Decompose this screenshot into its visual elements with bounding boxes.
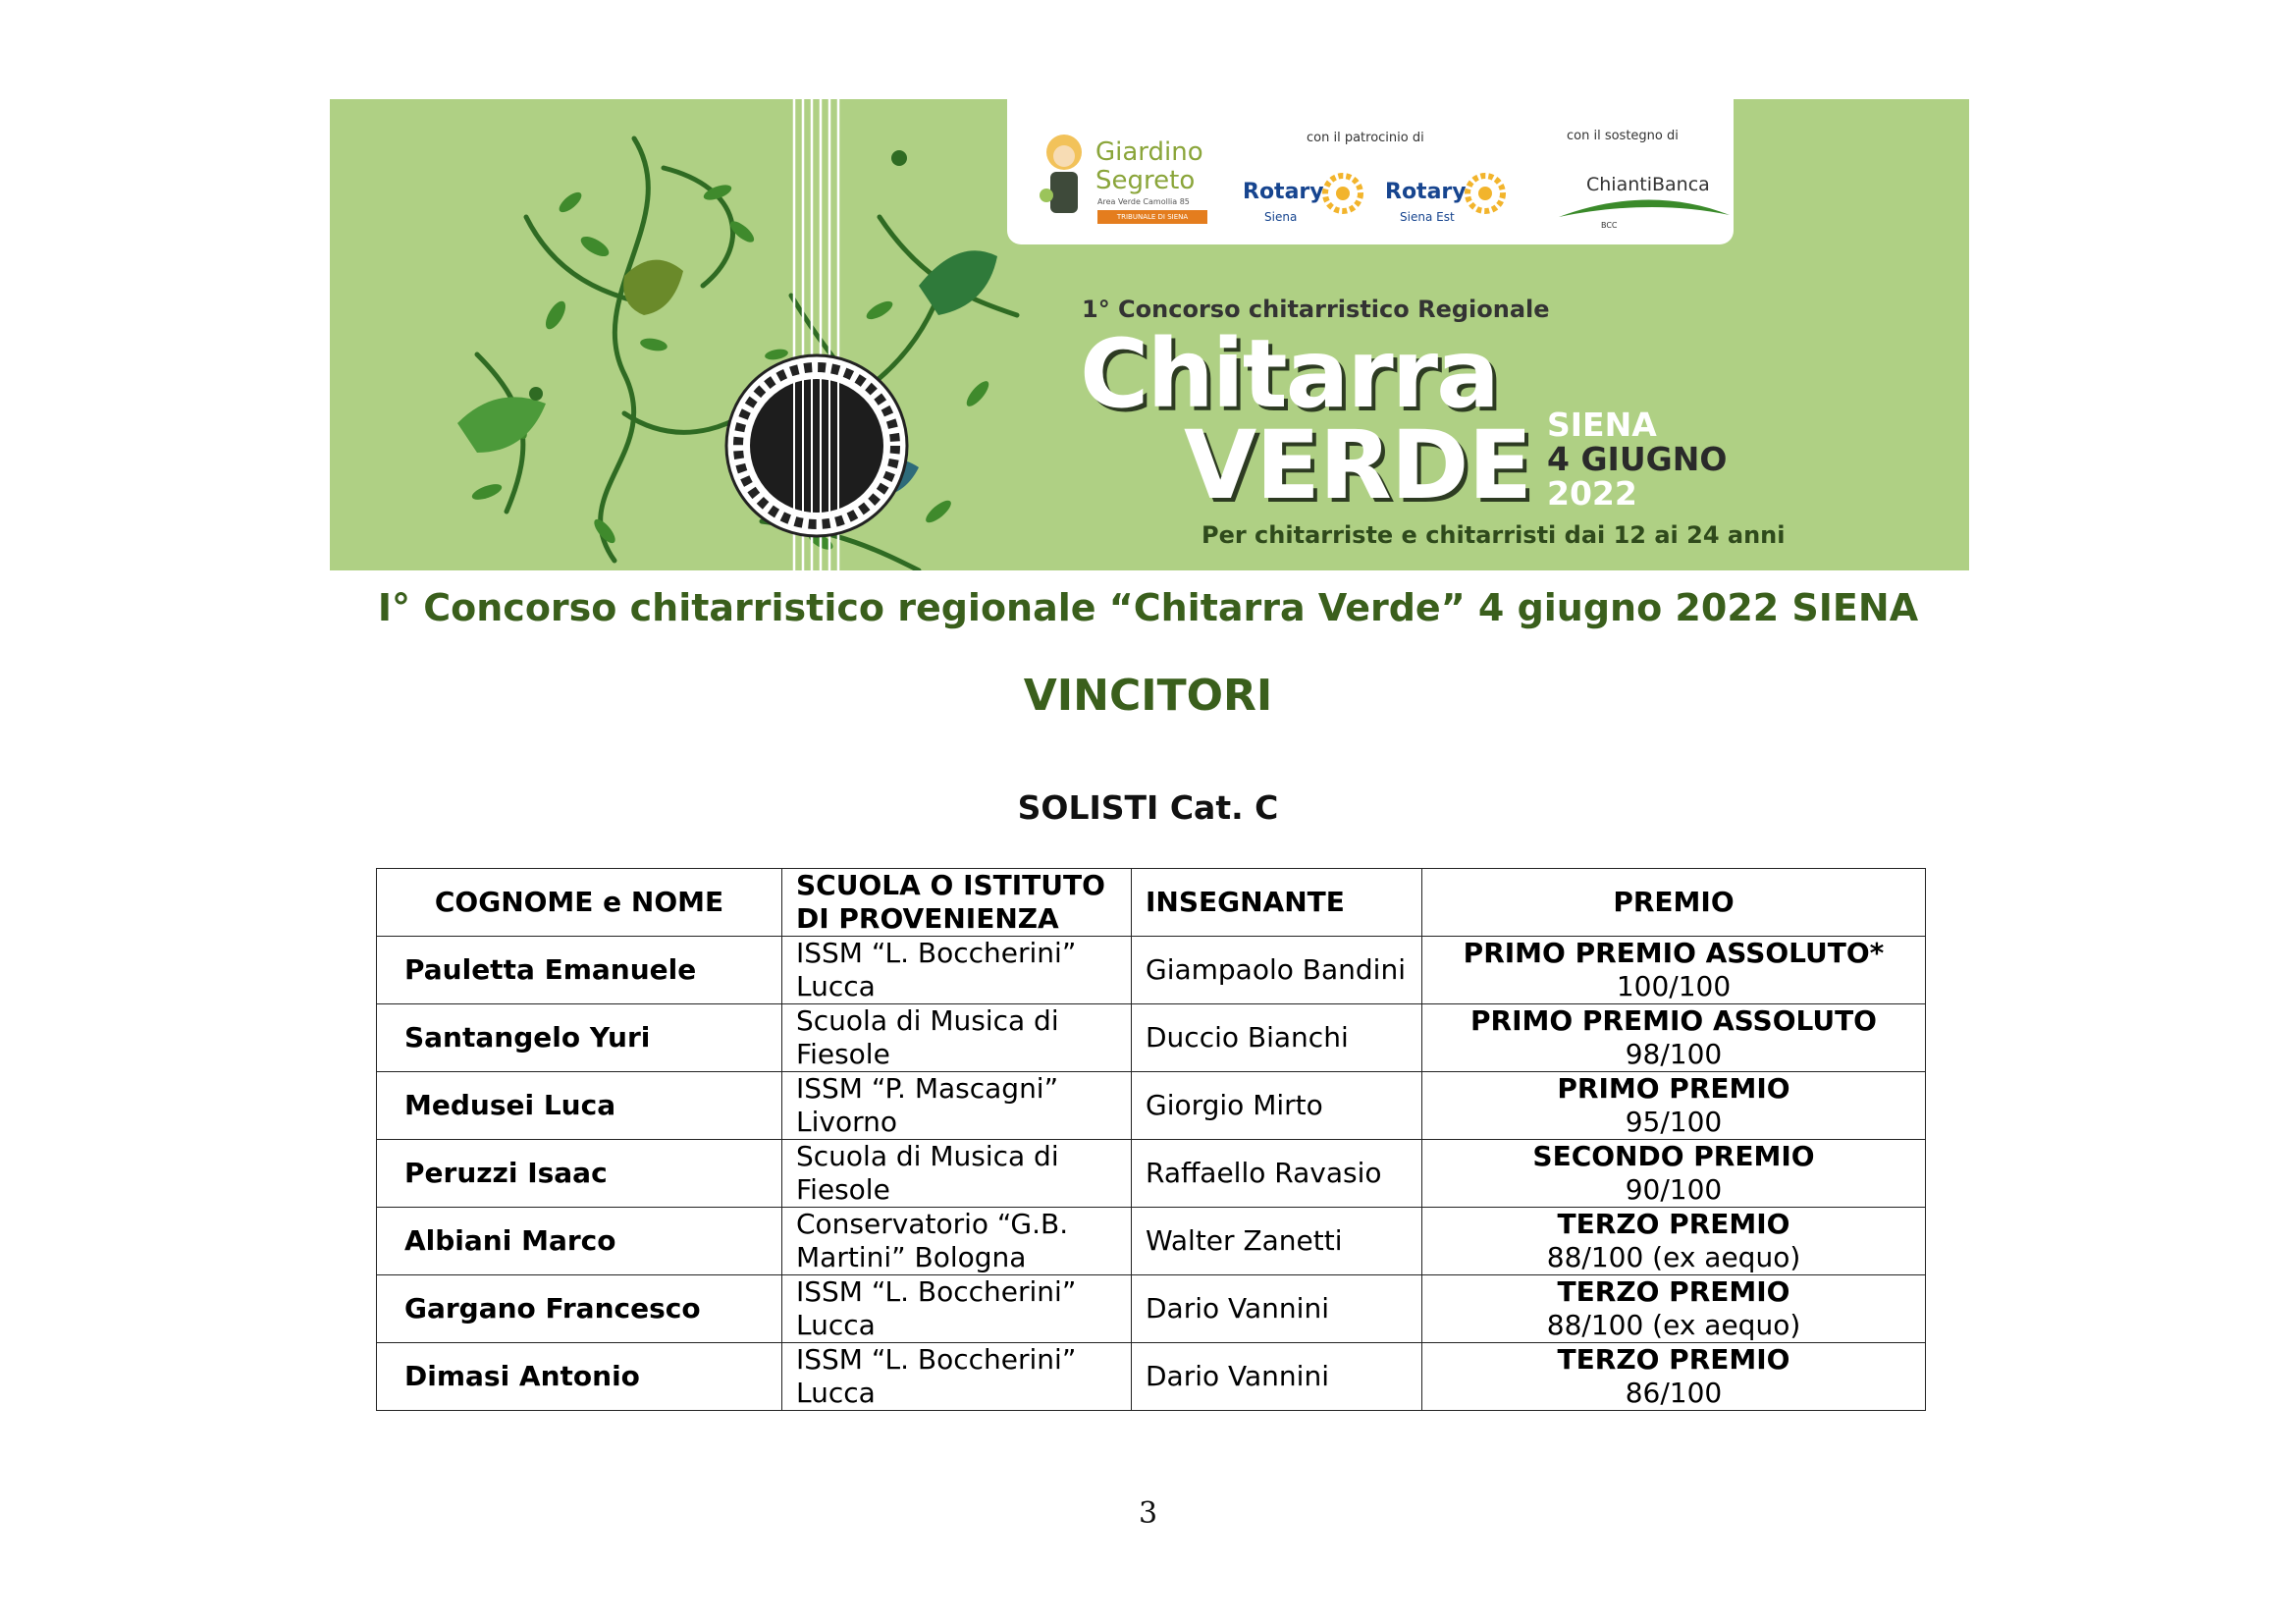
support-label: con il sostegno di (1567, 129, 1679, 143)
table-row (377, 1275, 1926, 1343)
cell-name: Gargano Francesco (377, 1275, 782, 1343)
cell-school: ISSM “P. Mascagni” Livorno (782, 1072, 1132, 1140)
cell-prize: PRIMO PREMIO 95/100 (1422, 1072, 1926, 1140)
column-header-name: COGNOME e NOME (377, 869, 782, 937)
cell-teacher: Dario Vannini (1132, 1275, 1422, 1343)
rotary-siena-est-logo: Rotary (1385, 180, 1467, 204)
cell-prize: PRIMO PREMIO ASSOLUTO* 100/100 (1422, 937, 1926, 1004)
cell-teacher: Duccio Bianchi (1132, 1004, 1422, 1072)
table-row (377, 1004, 1926, 1072)
cell-prize: TERZO PREMIO 86/100 (1422, 1343, 1926, 1411)
cell-school: Scuola di Musica di Fiesole (782, 1004, 1132, 1072)
chiantibanca-swoosh-icon (1557, 189, 1734, 223)
banner-date: 4 GIUGNO (1547, 440, 1728, 478)
banner-subtitle: 1° Concorso chitarristico Regionale (1082, 296, 1550, 323)
results-table (376, 868, 1926, 1411)
cell-name: Albiani Marco (377, 1208, 782, 1275)
cell-teacher: Giorgio Mirto (1132, 1072, 1422, 1140)
banner-title-chitarra: Chitarra (1080, 319, 1498, 429)
winners-heading: VINCITORI (1023, 671, 1273, 721)
sponsor-subtitle: Area Verde Camollia 85 (1097, 197, 1190, 206)
cell-name: Santangelo Yuri (377, 1004, 782, 1072)
event-banner (330, 99, 1969, 570)
cell-teacher: Walter Zanetti (1132, 1208, 1422, 1275)
table-row (377, 1208, 1926, 1275)
rotary-siena-logo: Rotary (1243, 180, 1324, 204)
cell-name: Peruzzi Isaac (377, 1140, 782, 1208)
banner-tagline: Per chitarriste e chitarristi dai 12 ai 24 anni (1201, 521, 1786, 549)
cell-teacher: Dario Vannini (1132, 1343, 1422, 1411)
column-header-school: SCUOLA O ISTITUTO DI PROVENIENZA (782, 869, 1132, 937)
table-row (377, 937, 1926, 1004)
bcc-label: BCC (1601, 221, 1618, 230)
cell-teacher: Giampaolo Bandini (1132, 937, 1422, 1004)
rotary-wheel-icon (1464, 172, 1507, 215)
cell-school: ISSM “L. Boccherini” Lucca (782, 1343, 1132, 1411)
table-row (377, 1140, 1926, 1208)
chiantibanca-logo: ChiantiBanca (1586, 174, 1710, 195)
cell-teacher: Raffaello Ravasio (1132, 1140, 1422, 1208)
cell-school: ISSM “L. Boccherini” Lucca (782, 937, 1132, 1004)
cell-prize: TERZO PREMIO 88/100 (ex aequo) (1422, 1275, 1926, 1343)
cell-prize: SECONDO PREMIO 90/100 (1422, 1140, 1926, 1208)
rotary-wheel-icon (1321, 172, 1364, 215)
cell-prize: TERZO PREMIO 88/100 (ex aequo) (1422, 1208, 1926, 1275)
cell-name: Dimasi Antonio (377, 1343, 782, 1411)
giardino-segreto-logo-icon (1037, 127, 1092, 221)
cell-name: Pauletta Emanuele (377, 937, 782, 1004)
category-heading: SOLISTI Cat. C (1017, 788, 1279, 827)
cell-school: ISSM “L. Boccherini” Lucca (782, 1275, 1132, 1343)
page-title: I° Concorso chitarristico regionale “Chitarra Verde” 4 giugno 2022 SIENA (377, 586, 1919, 629)
banner-year: 2022 (1547, 474, 1637, 513)
banner-title-verde: VERDE (1184, 410, 1532, 520)
page-number: 3 (1138, 1496, 1158, 1531)
column-header-prize: PREMIO (1422, 869, 1926, 937)
cell-name: Medusei Luca (377, 1072, 782, 1140)
table-row (377, 1343, 1926, 1411)
column-header-teacher: INSEGNANTE (1132, 869, 1422, 937)
sponsor-tag: TRIBUNALE DI SIENA (1097, 210, 1207, 224)
rotary-siena-sub: Siena (1264, 210, 1298, 224)
rotary-siena-est-sub: Siena Est (1400, 210, 1455, 224)
cell-prize: PRIMO PREMIO ASSOLUTO 98/100 (1422, 1004, 1926, 1072)
sponsor-giardino-segreto: Giardino Segreto (1095, 137, 1203, 195)
cell-school: Conservatorio “G.B. Martini” Bologna (782, 1208, 1132, 1275)
banner-city: SIENA (1547, 406, 1657, 444)
table-header-row (377, 869, 1926, 937)
sponsor-panel (1007, 99, 1734, 244)
cell-school: Scuola di Musica di Fiesole (782, 1140, 1132, 1208)
table-row (377, 1072, 1926, 1140)
patronage-label: con il patrocinio di (1307, 131, 1424, 145)
